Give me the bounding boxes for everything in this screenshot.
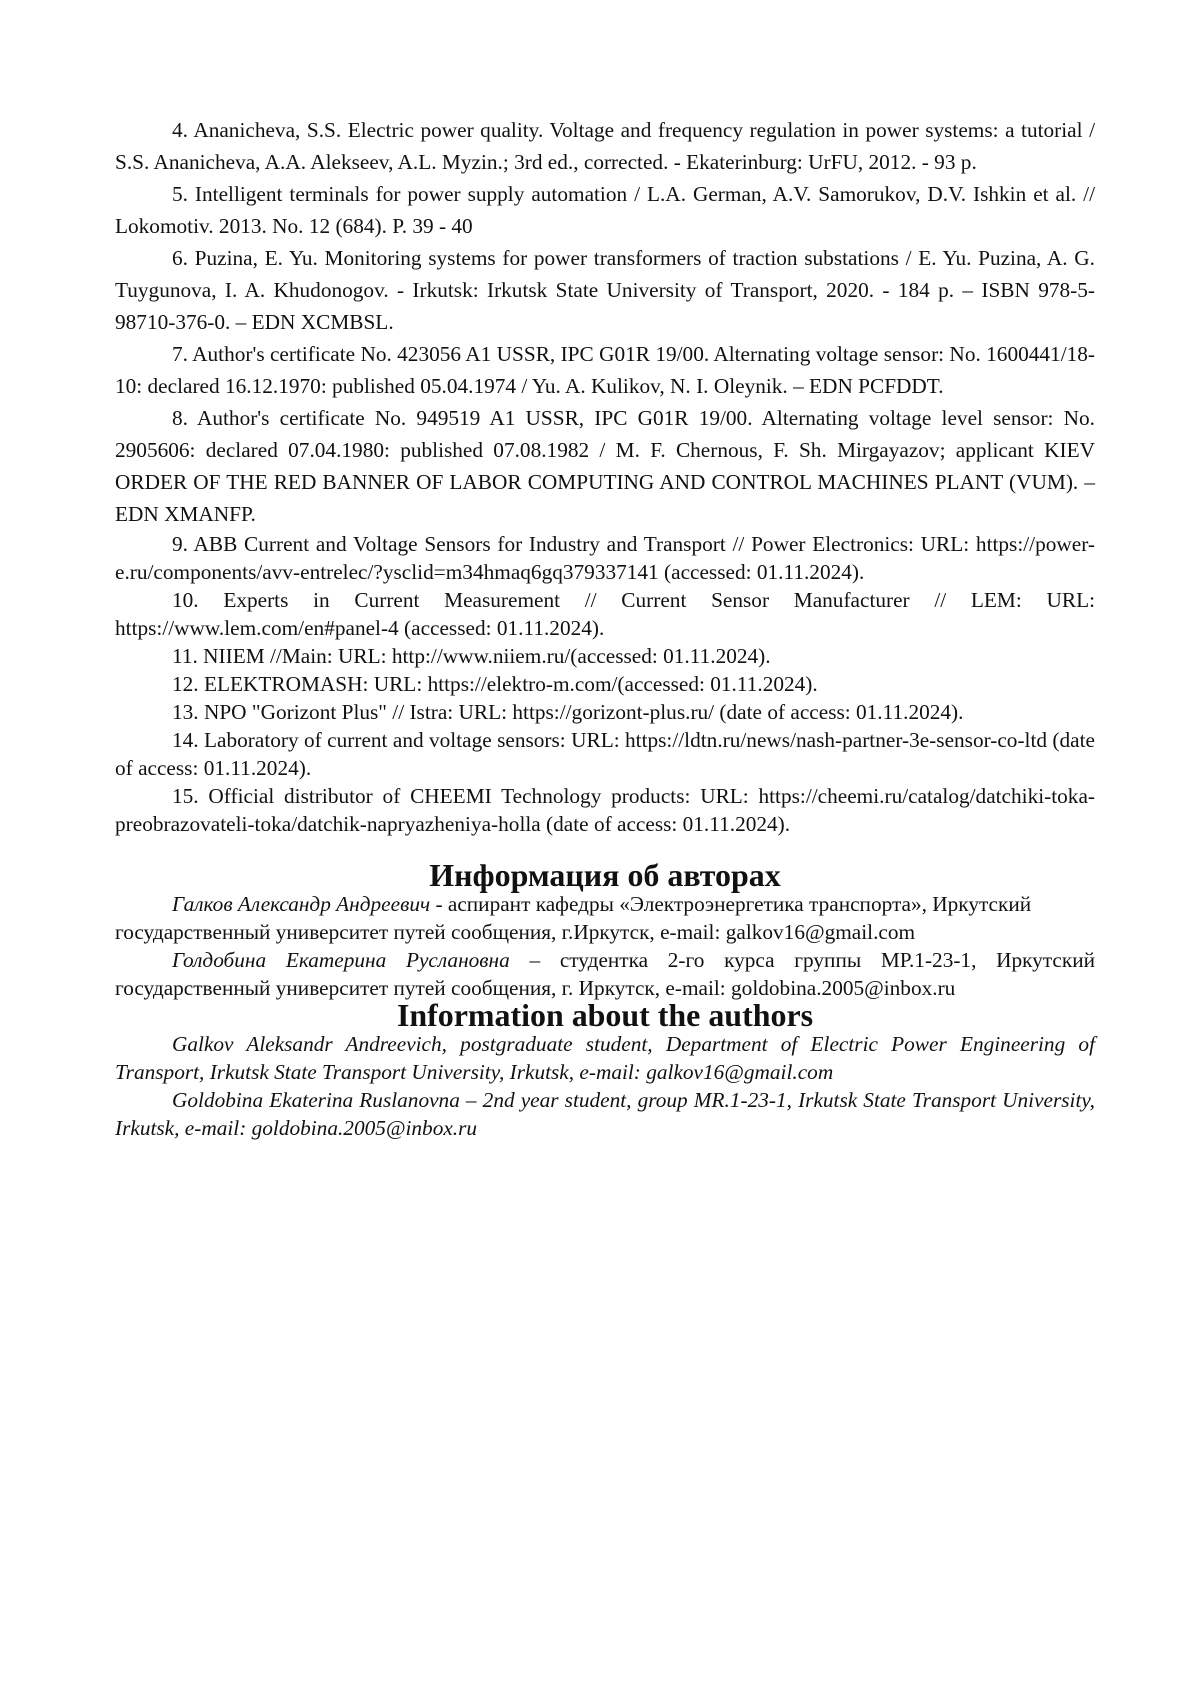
reference-list <box>115 114 1095 838</box>
reference-item-12: 12. ELEKTROMASH: URL: https://elektro-m.com/(accessed: 01.11.2024). <box>172 672 818 696</box>
reference-item-10: 10. Experts in Current Measurement // Current Sensor Manufacturer // LEM: URL: https://www.lem.com/en#panel-4 (accessed: 01.11.2024). <box>115 588 1095 640</box>
author-name-ru-2: Голдобина Екатерина Руслановна <box>172 948 510 972</box>
reference-item-6: 6. Puzina, E. Yu. Monitoring systems for power transformers of traction substations / E. Yu. Puzina, A. G. Tuygunova, I. A. Khudonogov. - Irkutsk: Irkutsk State University of Transport, 2020. - 184 p. – ISBN 978-5-98710-376-0. – EDN XCMBSL. <box>115 246 1095 334</box>
reference-item-15: 15. Official distributor of CHEEMI Technology products: URL: https://cheemi.ru/catalog/datchiki-toka-preobrazovateli-toka/datchik-napryazheniya-holla (date of access: 01.11.2024). <box>115 784 1095 836</box>
reference-item-11: 11. NIIEM //Main: URL: http://www.niiem.ru/(accessed: 01.11.2024). <box>172 644 771 668</box>
document-page <box>115 114 1095 1142</box>
author-name-ru-1: Галков Александр Андреевич <box>172 892 431 916</box>
author-info-ru-2 <box>115 946 1095 1002</box>
author-details-ru-1: - аспирант кафедры «Электроэнергетика транспорта», Иркутский государственный университет путей сообщения, г.Иркутск, e-mail: galkov16@gmail.com <box>115 892 1032 944</box>
authors-heading-ru: Информация об авторах <box>429 858 781 893</box>
reference-item-4: 4. Ananicheva, S.S. Electric power quality. Voltage and frequency regulation in power systems: a tutorial / S.S. Ananicheva, A.A. Alekseev, A.L. Myzin.; 3rd ed., corrected. - Ekaterinburg: UrFU, 2012. - 93 p. <box>115 118 1095 174</box>
authors-heading-en: Information about the authors <box>396 998 814 1033</box>
reference-item-9: 9. ABB Current and Voltage Sensors for Industry and Transport // Power Electronics: URL: https://power-e.ru/components/avv-entrelec/?ysclid=m34hmaq6gq379337141 (accessed: 01.11.2024). <box>115 532 1095 584</box>
reference-item-13: 13. NPO "Gorizont Plus" // Istra: URL: https://gorizont-plus.ru/ (date of access: 01.11.2024). <box>172 700 964 724</box>
author-info-en-2: Goldobina Ekaterina Ruslanovna – 2nd year student, group MR.1-23-1, Irkutsk State Transport University, Irkutsk, e-mail: goldobina.2005@inbox.ru <box>115 1088 1095 1140</box>
reference-item-5: 5. Intelligent terminals for power supply automation / L.A. German, A.V. Samorukov, D.V. Ishkin et al. // Lokomotiv. 2013. No. 12 (684). P. 39 - 40 <box>115 182 1095 238</box>
author-info-en-1: Galkov Aleksandr Andreevich, postgraduate student, Department of Electric Power Engineering of Transport, Irkutsk State Transport University, Irkutsk, e-mail: galkov16@gmail.com <box>115 1032 1095 1084</box>
reference-item-7: 7. Author's certificate No. 423056 A1 USSR, IPC G01R 19/00. Alternating voltage sensor: No. 1600441/18-10: declared 16.12.1970: published 05.04.1974 / Yu. A. Kulikov, N. I. Oleynik. – EDN PCFDDT. <box>115 342 1095 398</box>
author-details-ru-2: – студентка 2-го курса группы МР.1-23-1, Иркутский государственный университет путей сообщения, г. Иркутск, e-mail: goldobina.2005@inbox.ru <box>115 948 1095 1000</box>
reference-item-8: 8. Author's certificate No. 949519 A1 USSR, IPC G01R 19/00. Alternating voltage level sensor: No. 2905606: declared 07.04.1980: published 07.08.1982 / M. F. Chernous, F. Sh. Mirgayazov; applicant KIEV ORDER OF THE RED BANNER OF LABOR COMPUTING AND CONTROL MACHINES PLANT (VUM). – EDN XMANFP. <box>115 406 1095 526</box>
reference-item-14: 14. Laboratory of current and voltage sensors: URL: https://ldtn.ru/news/nash-partner-3e-sensor-co-ltd (date of access: 01.11.2024). <box>115 728 1095 780</box>
author-info-ru-1 <box>115 890 1095 946</box>
